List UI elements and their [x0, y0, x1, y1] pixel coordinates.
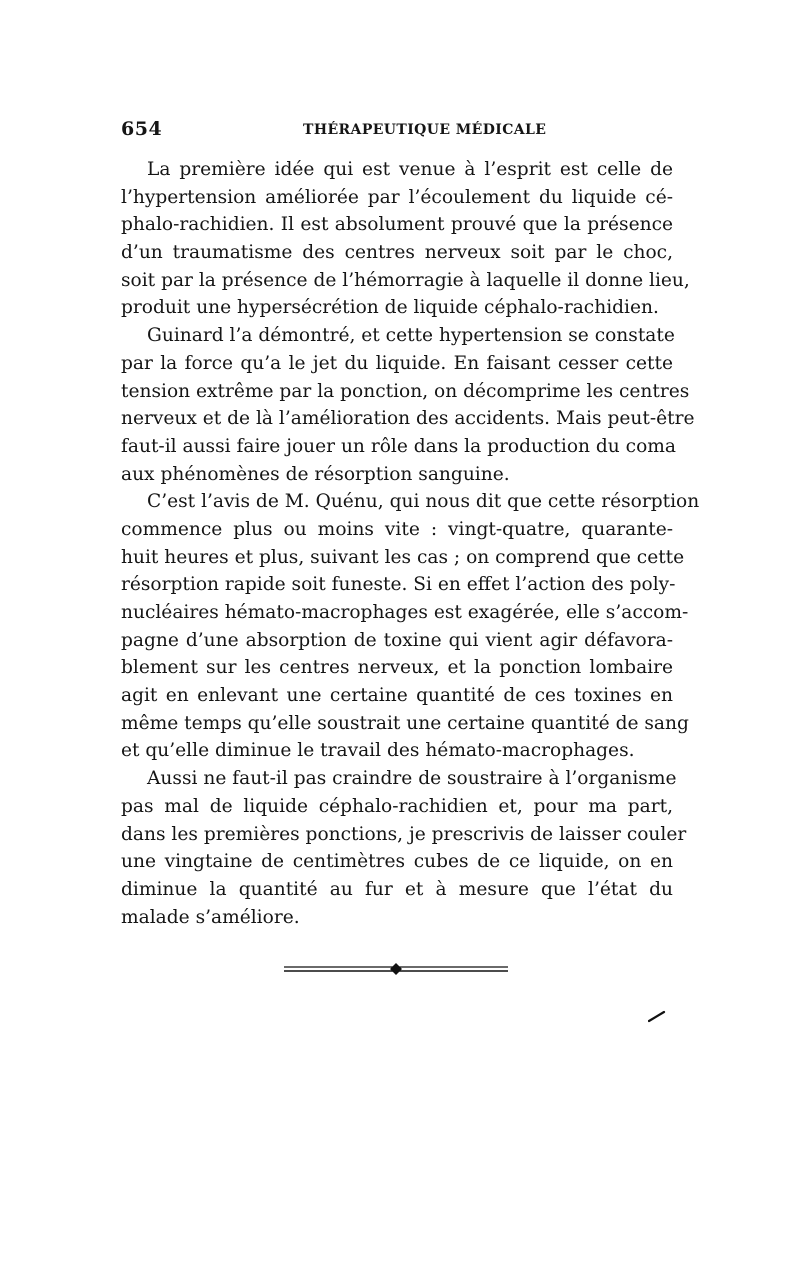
- text-line: malade s’améliore.: [121, 906, 300, 928]
- text-line: huit heures et plus, suivant les cas ; on comprend que cette: [121, 546, 685, 568]
- text-line: soit par la présence de l’hémorragie à laquelle il donne lieu,: [121, 269, 690, 291]
- text-line: d’un traumatisme des centres nerveux soit par le choc,: [121, 242, 673, 264]
- text-line: produit une hypersécrétion de liquide céphalo-rachidien.: [121, 297, 659, 319]
- text-line: Aussi ne faut-il pas craindre de soustraire à l’organisme: [147, 768, 677, 790]
- text-line: diminue la quantité au fur et à mesure que l’état du: [121, 878, 673, 900]
- ink-mark: [648, 1008, 666, 1027]
- section-divider-ornament: [284, 963, 508, 977]
- diamond-rule-icon: [284, 963, 508, 977]
- text-line: faut-il aussi faire jouer un rôle dans la production du coma: [121, 435, 677, 457]
- text-line: nerveux et de là l’amélioration des accidents. Mais peut-être: [121, 408, 695, 430]
- text-line: La première idée qui est venue à l’esprit est celle de: [147, 159, 673, 180]
- text-line: et qu’elle diminue le travail des hémato-macrophages.: [121, 740, 635, 762]
- text-line: pagne d’une absorption de toxine qui vient agir défavora-: [121, 629, 673, 651]
- page-number: 654: [121, 118, 163, 140]
- text-line: commence plus ou moins vite : vingt-quatre, quarante-: [121, 518, 673, 540]
- text-line: dans les premières ponctions, je prescrivis de laisser couler: [121, 823, 687, 845]
- running-head: THÉRAPEUTIQUE MÉDICALE: [303, 122, 547, 138]
- text-line: phalo-rachidien. Il est absolument prouvé que la présence: [121, 214, 673, 236]
- text-line: résorption rapide soit funeste. Si en effet l’action des poly-: [121, 574, 676, 596]
- text-line: aux phénomènes de résorption sanguine.: [121, 463, 510, 485]
- text-line: blement sur les centres nerveux, et la ponction lombaire: [121, 657, 673, 679]
- text-line: tension extrême par la ponction, on décomprime les centres: [121, 380, 690, 402]
- body-text: [121, 156, 700, 931]
- text-line: même temps qu’elle soustrait une certaine quantité de sang: [121, 712, 689, 734]
- text-line: pas mal de liquide céphalo-rachidien et, pour ma part,: [121, 795, 673, 817]
- text-line: par la force qu’a le jet du liquide. En faisant cesser cette: [121, 352, 673, 374]
- text-line: agit en enlevant une certaine quantité de ces toxines en: [121, 685, 673, 707]
- text-line: Guinard l’a démontré, et cette hypertension se constate: [147, 325, 675, 347]
- text-line: l’hypertension améliorée par l’écoulement du liquide cé-: [121, 186, 673, 208]
- text-line: C’est l’avis de M. Quénu, qui nous dit que cette résorption: [147, 491, 700, 513]
- text-line: nucléaires hémato-macrophages est exagérée, elle s’accom-: [121, 602, 689, 623]
- text-line: une vingtaine de centimètres cubes de ce liquide, on en: [121, 851, 673, 873]
- page-header: [121, 118, 673, 144]
